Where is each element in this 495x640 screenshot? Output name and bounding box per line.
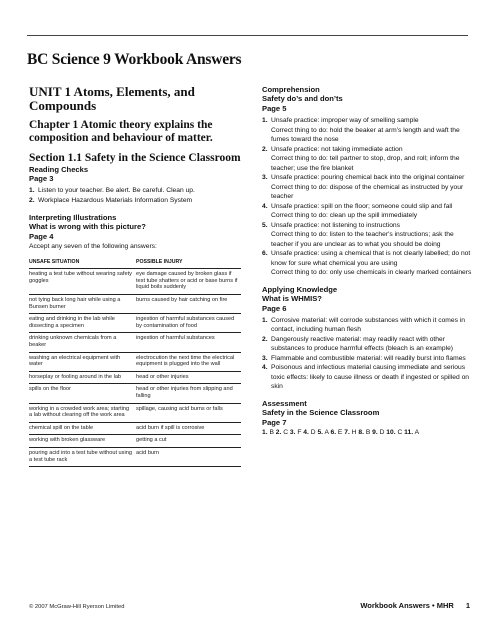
correct-practice: Correct thing to do: tell partner to stop, drop, and roll; inform the teacher; use the fire blanket bbox=[271, 155, 460, 172]
table-row: washing an electrical equipment with water electrocution the next time the electrical equipment is plugged into the wall bbox=[29, 352, 241, 371]
table-row: eating and drinking in the lab while dissecting a specimen ingestion of harmful substances caused by contamination of food bbox=[29, 314, 241, 333]
assessment-page: Page 7 bbox=[262, 417, 287, 427]
document-title: BC Science 9 Workbook Answers bbox=[27, 51, 242, 68]
list-item: 6. Unsafe practice: using a chemical that is not clearly labelled; do not know for sure what chemical you are using bbox=[262, 250, 471, 267]
footer-copyright: © 2007 McGraw-Hill Ryerson Limited bbox=[29, 604, 125, 610]
table-row: working in a crowded work area; starting a lab without clearing off the work area spillage, causing acid burns or falls bbox=[29, 403, 241, 422]
table-row: chemical spill on the table acid burn if spill is corrosive bbox=[29, 422, 241, 435]
comprehension-title: Safety do’s and don’ts bbox=[262, 94, 343, 103]
table-header-row bbox=[29, 257, 241, 269]
list-item: 3. Flammable and combustible material: will readily burst into flames bbox=[262, 354, 466, 362]
chapter-heading: Chapter 1 Atomic theory explains the composition and behaviour of matter. bbox=[29, 119, 213, 144]
assessment-title: Safety in the Science Classroom bbox=[262, 407, 380, 417]
correct-practice: Correct thing to do: dispose of the chemical as instructed by your teacher bbox=[271, 183, 464, 200]
table-row: horseplay or fooling around in the lab head or other injuries bbox=[29, 371, 241, 384]
reading-checks-page: Page 3 bbox=[29, 174, 54, 183]
top-rule bbox=[27, 35, 468, 36]
interpreting-page: Page 4 bbox=[29, 232, 54, 241]
applying-list bbox=[262, 316, 472, 392]
applying-page: Page 6 bbox=[262, 303, 287, 313]
list-item: 2. Dangerously reactive material: may readily react with other substances to produce harmful effects (bleach is an example) bbox=[262, 335, 454, 352]
table-row: spills on the floor head or other injuries from slipping and falling bbox=[29, 384, 241, 403]
assessment-answers: 1. B 2. C 3. F 4. D 5. A 6. E 7. H 8. B 9. D 10. C 11. A bbox=[262, 428, 420, 436]
unsafe-situation-table bbox=[29, 257, 241, 467]
table-row: drinking unknown chemicals from a beaker ingestion of harmful substances bbox=[29, 333, 241, 352]
interpreting-label: Interpreting Illustrations bbox=[29, 213, 117, 222]
list-item: 2. Unsafe practice: not taking immediate action bbox=[262, 145, 403, 153]
comprehension-list bbox=[262, 116, 472, 278]
list-item: 1. Unsafe practice: improper way of smelling sample bbox=[262, 117, 419, 124]
applying-label: Applying Knowledge bbox=[262, 284, 338, 294]
table-row: heating a test tube without wearing safety goggles eye damage caused by broken glass if test tube shatters or acid or base burns if liquid boils suddenly bbox=[29, 269, 241, 295]
comprehension-page: Page 5 bbox=[262, 104, 287, 113]
section-heading: Section 1.1 Safety in the Science Classroom bbox=[29, 152, 241, 164]
right-column bbox=[262, 80, 472, 437]
page-number: 1 bbox=[465, 601, 470, 610]
list-item: 4. Unsafe practice: spill on the floor; someone could slip and fall bbox=[262, 202, 453, 210]
list-item: 4. Poisonous and infectious material causing immediate and serious toxic effects: likely to cause illness or death if ingested or spilled on skin bbox=[262, 364, 470, 390]
reading-checks-label: Reading Checks bbox=[29, 165, 89, 174]
correct-practice: Correct thing to do: listen to the teacher's instructions; ask the teacher if you are unclear as to what you should be doing bbox=[271, 231, 454, 248]
correct-practice: Correct thing to do: clean up the spill immediately bbox=[271, 212, 418, 219]
table-row: working with broken glassware getting a cut bbox=[29, 435, 241, 448]
interpreting-title: What is wrong with this picture? bbox=[29, 222, 146, 231]
table-row: not tying back long hair while using a Bunsen burner burns caused by hair catching on fire bbox=[29, 295, 241, 314]
list-item: 3. Unsafe practice: pouring chemical back into the original container bbox=[262, 174, 465, 181]
list-item: 1. Corrosive material: will corrode substances with which it comes in contact, including human flesh bbox=[262, 316, 466, 333]
correct-practice: Correct thing to do: hold the beaker at arm’s length and waft the fumes toward the nose bbox=[271, 126, 460, 143]
reading-checks-list bbox=[29, 186, 241, 205]
interpreting-intro: Accept any seven of the following answers: bbox=[29, 243, 157, 250]
unit-heading: UNIT 1 Atoms, Elements, and Compounds bbox=[29, 84, 195, 113]
correct-practice: Correct thing to do: only use chemicals in clearly marked containers bbox=[271, 269, 472, 276]
column-header-situation: UNSAFE SITUATION bbox=[29, 257, 136, 269]
list-item: 1. Listen to your teacher. Be alert. Be careful. Clean up. bbox=[29, 187, 195, 194]
list-item: 5. Unsafe practice: not listening to instructions bbox=[262, 221, 400, 229]
table-row: pouring acid into a test tube without using a test tube rack acid burn bbox=[29, 447, 241, 466]
left-column bbox=[29, 80, 241, 467]
comprehension-label: Comprehension bbox=[262, 85, 320, 94]
footer-running-title bbox=[360, 601, 470, 610]
column-header-injury: POSSIBLE INJURY bbox=[136, 257, 241, 269]
running-title: Workbook Answers • MHR bbox=[360, 601, 454, 610]
assessment-label: Assessment bbox=[262, 398, 307, 408]
list-item: 2. Workplace Hazardous Materials Information System bbox=[29, 196, 193, 204]
applying-title: What is WHMIS? bbox=[262, 293, 322, 303]
